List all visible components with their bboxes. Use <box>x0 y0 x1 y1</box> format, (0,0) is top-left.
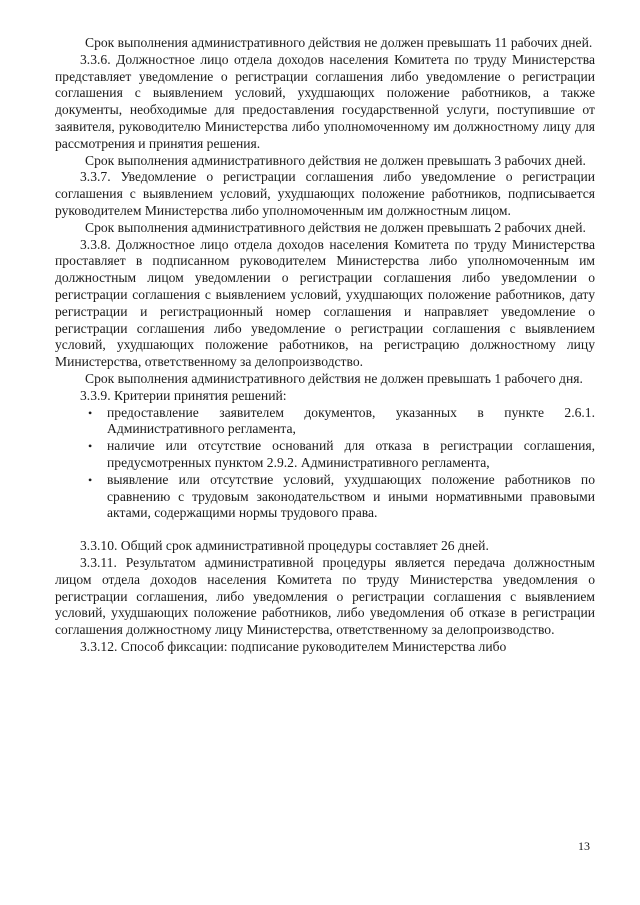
paragraph-term-2-days: Срок выполнения административного действия не должен превышать 2 рабочих дней. <box>85 219 586 235</box>
paragraph-3-3-7: 3.3.7. Уведомление о регистрации соглашения либо уведомление о регистрации соглашения с выявлением условий, ухудшающих положение работников, подписывается руководителем Министерства либо уполномоченным им должностным лицом. <box>55 169 595 218</box>
document-page <box>55 35 595 656</box>
bullet-icon: • <box>88 472 93 487</box>
spacer <box>55 522 595 538</box>
paragraph-term-1-day: Срок выполнения административного действия не должен превышать 1 рабочего дня. <box>85 370 583 386</box>
criteria-text: выявление или отсутствие условий, ухудшающих положение работников по сравнению с трудовым законодательством и иными нормативными правовыми актами, содержащими нормы трудового права. <box>107 471 595 521</box>
paragraph-3-3-9: 3.3.9. Критерии принятия решений: <box>80 387 287 403</box>
paragraph-term-11-days: Срок выполнения административного действия не должен превышать 11 рабочих дней. <box>85 35 593 50</box>
paragraph-3-3-11: 3.3.11. Результатом административной процедуры является передача должностным лицом отдела доходов населения Комитета по труду Министерства уведомления о регистрации соглашения, либо уведомления о регистрации соглашения с выявлением условий, ухудшающих положение работников, либо уведомления об отказе в регистрации соглашения должностному лицу Министерства, ответственному за делопроизводство. <box>55 554 595 638</box>
paragraph-3-3-12: 3.3.12. Способ фиксации: подписание руководителем Министерства либо <box>80 638 507 654</box>
paragraph-term-3-days: Срок выполнения административного действия не должен превышать 3 рабочих дней. <box>85 152 586 168</box>
paragraph-3-3-8: 3.3.8. Должностное лицо отдела доходов населения Комитета по труду Министерства проставляет в подписанном руководителем Министерства либо уполномоченным им должностным лицом уведомлении о регистрации соглашения либо уведомлении о регистрации соглашения с выявлением условий, ухудшающих положение работников, дату регистрации и регистрационный номер соглашения и направляет уведомление о регистрации соглашения либо уведомление о регистрации соглашения с выявлением условий, ухудшающих положение работников, на регистрацию должностному лицу Министерства, ответственному за делопроизводство. <box>55 236 595 370</box>
criteria-text: наличие или отсутствие оснований для отказа в регистрации соглашения, предусмотренных пунктом 2.9.2. Административного регламента, <box>107 438 595 470</box>
list-item <box>55 405 595 439</box>
paragraph-3-3-6: 3.3.6. Должностное лицо отдела доходов населения Комитета по труду Министерства представляет уведомление о регистрации соглашения либо уведомление о регистрации соглашения с выявлением условий, ухудшающих положение работников, а также документы, необходимые для предоставления государственной услуги, поступившие от заявителя, руководителю Министерства либо уполномоченному им должностному лицу для рассмотрения и принятия решения. <box>55 51 595 151</box>
list-item <box>55 438 595 472</box>
criteria-text: предоставление заявителем документов, указанных в пункте 2.6.1. Административного регламента, <box>107 404 595 437</box>
bullet-icon: • <box>88 439 93 454</box>
bullet-icon: • <box>88 405 93 420</box>
list-item <box>55 472 595 522</box>
page-number: 13 <box>578 839 590 853</box>
criteria-list <box>55 405 595 523</box>
paragraph-3-3-10: 3.3.10. Общий срок административной процедуры составляет 26 дней. <box>80 538 489 554</box>
